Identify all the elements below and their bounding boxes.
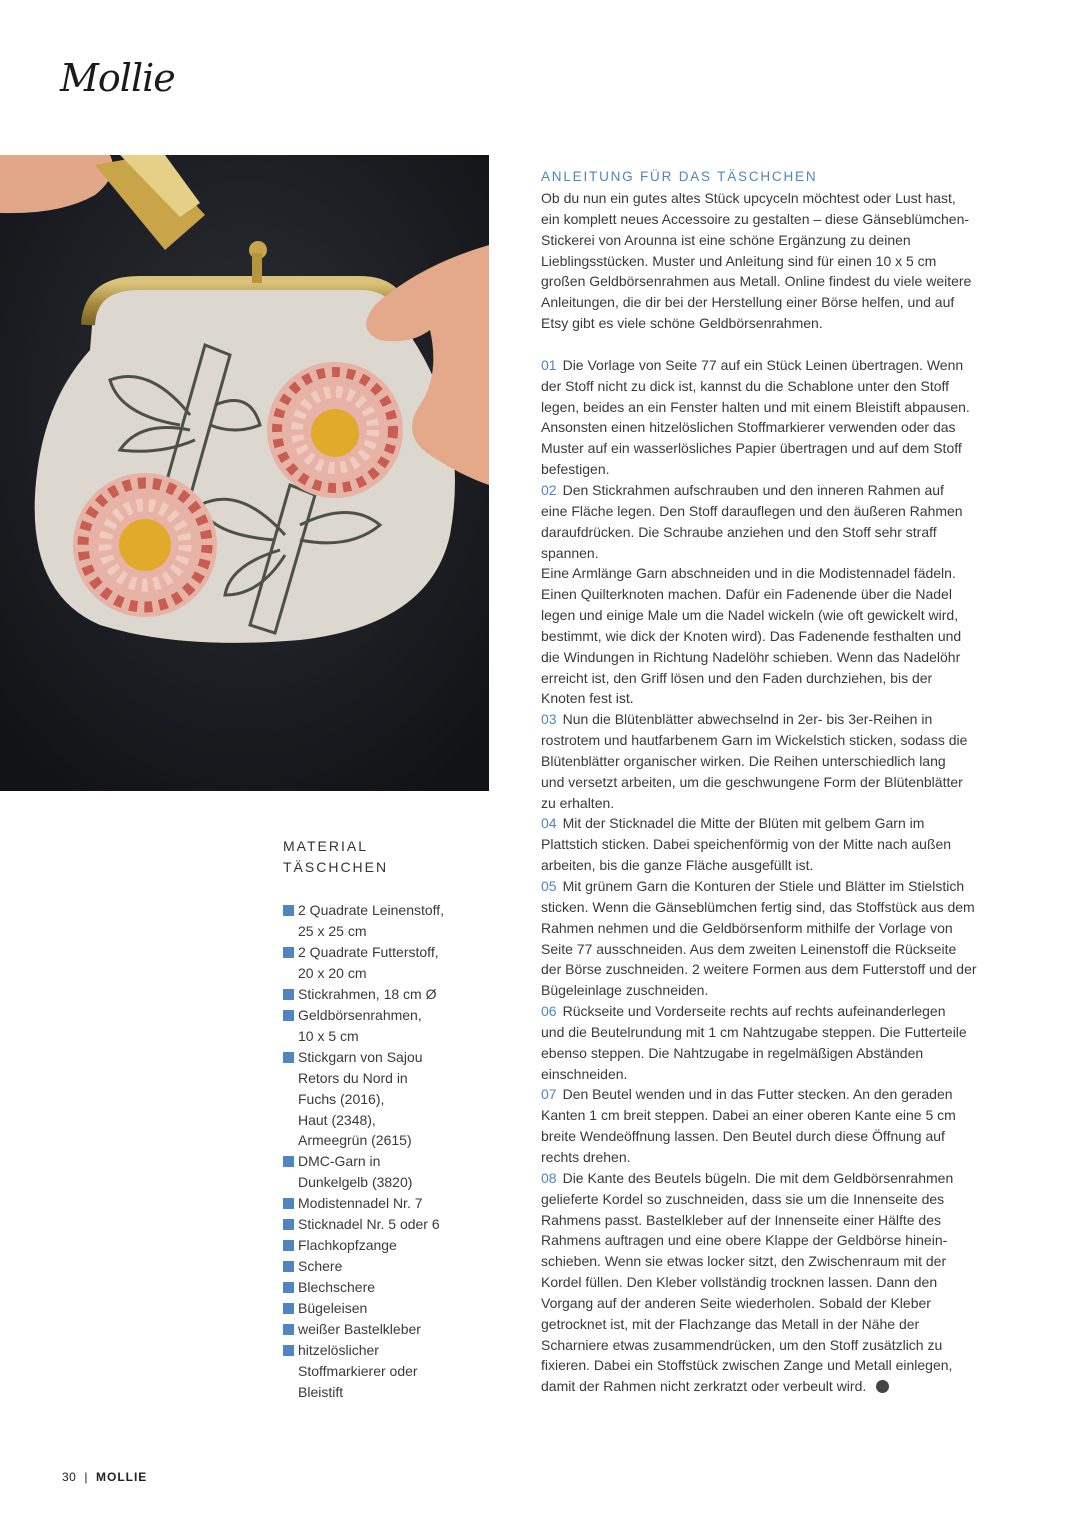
step-number: 02 [541, 481, 557, 498]
step-line [541, 397, 986, 418]
step-line [541, 1251, 986, 1272]
step-text: breite Wendeöffnung lassen. Den Beutel durch diese Öffnung auf [541, 1128, 945, 1145]
step-line [541, 793, 986, 814]
step-line [541, 1376, 986, 1397]
step-line [541, 1314, 986, 1335]
material-item [283, 1277, 513, 1298]
step-text: schieben. Wenn sie etwas locker sitzt, den Zwischenraum mit der [541, 1253, 947, 1270]
step-line [541, 376, 986, 397]
step-line [541, 1335, 986, 1356]
step-first-line [541, 813, 986, 834]
step-05 [541, 876, 986, 1001]
step-line [541, 1126, 986, 1147]
step-number: 05 [541, 878, 557, 894]
material-item-line: Bleistift [298, 1383, 344, 1400]
steps [541, 355, 986, 1397]
step-text: Kanten 1 cm breit steppen. Dabei an einer oberen Kante eine 5 cm [541, 1107, 956, 1124]
material-item-line: Geldbörsenrahmen, [298, 1006, 422, 1023]
step-text: Rückseite und Vorderseite rechts auf rechts aufeinanderlegen [562, 1003, 946, 1020]
step-text: befestigen. [541, 461, 610, 478]
step-text: rechts drehen. [541, 1148, 631, 1165]
material-box [283, 836, 513, 1403]
step-line [541, 1355, 986, 1376]
material-item-line: 2 Quadrate Leinenstoff, [298, 902, 445, 918]
step-text: und versetzt arbeiten, um die geschwungene Form der Blütenblätter [541, 773, 963, 790]
step-text: Vorgang auf der anderen Seite wiederholen. Sobald der Kleber [541, 1294, 931, 1311]
material-heading-line: MATERIAL [283, 838, 368, 854]
step-01 [541, 355, 986, 480]
step-text: Bügeleinlage zuschneiden. [541, 982, 709, 999]
footer-separator: | [84, 1470, 88, 1484]
step-line [541, 584, 986, 605]
step-text: Mit der Sticknadel die Mitte der Blüten mit gelbem Garn im [562, 815, 925, 832]
step-number: 08 [541, 1169, 557, 1186]
step-line [541, 501, 986, 522]
material-heading-line: TÄSCHCHEN [283, 859, 389, 875]
end-mark-icon [876, 1380, 889, 1393]
step-line [541, 1105, 986, 1126]
step-text: Seite 77 ausschneiden. Aus dem zweiten Leinenstoff die Rückseite [541, 940, 957, 957]
step-text: spannen. [541, 544, 599, 561]
step-text: Eine Armlänge Garn abschneiden und in die Modistennadel fädeln. [541, 565, 956, 582]
brand-logo: Mollie [60, 56, 175, 100]
material-item-line: Dunkelgelb (3820) [298, 1174, 413, 1191]
step-number: 06 [541, 1003, 557, 1020]
step-first-line [541, 709, 986, 730]
step-text: Rahmens auftragen und eine obere Klappe der Geldbörse hinein- [541, 1232, 948, 1249]
page-footer [62, 1470, 147, 1484]
intro-line: Etsy gibt es viele schöne Geldbörsenrahmen. [541, 315, 823, 332]
material-item [283, 1193, 513, 1214]
step-text: ebenso steppen. Die Nahtzugabe in regelmäßigen Abständen [541, 1044, 924, 1061]
step-text: Den Stickrahmen aufschrauben und den inneren Rahmen auf [562, 481, 944, 498]
intro-paragraph [541, 188, 986, 334]
material-item-line: Armeegrün (2615) [298, 1132, 412, 1149]
step-06 [541, 1001, 986, 1084]
step-text: der Stoff nicht zu dick ist, kannst du die Schablone unter den Stoff [541, 377, 950, 394]
step-07 [541, 1084, 986, 1167]
step-line [541, 543, 986, 564]
step-line [541, 959, 986, 980]
step-line [541, 605, 986, 626]
material-item-line: Stickrahmen, 18 cm Ø [298, 985, 437, 1002]
step-line [541, 626, 986, 647]
step-04 [541, 813, 986, 876]
material-item [283, 1340, 513, 1403]
intro-line: großen Geldbörsenrahmen aus Metall. Online findest du viele weitere [541, 273, 972, 290]
material-item-line: Stickgarn von Sajou [298, 1048, 423, 1065]
step-line [541, 1189, 986, 1210]
material-item [283, 900, 513, 942]
step-line [541, 772, 986, 793]
step-line [541, 563, 986, 584]
material-item-line: Bügeleisen [298, 1300, 368, 1317]
step-text: Den Beutel wenden und in das Futter stecken. An den geraden [562, 1086, 953, 1103]
material-item [283, 1319, 513, 1340]
step-text: Die Vorlage von Seite 77 auf ein Stück Leinen übertragen. Wenn [562, 356, 964, 373]
step-text: Blütenblätter organischer wirken. Die Reihen unterschiedlich lang [541, 752, 946, 769]
step-line [541, 834, 986, 855]
step-text: Einen Quilterknoten machen. Dafür ein Fadenende über die Nadel [541, 586, 952, 603]
step-line [541, 1147, 986, 1168]
step-text: daraufdrücken. Die Schraube anziehen und den Stoff sehr straff [541, 523, 937, 540]
step-number: 04 [541, 815, 557, 832]
material-heading [283, 836, 513, 878]
step-text: bestimmt, wie dick der Knoten wird). Das Fadenende festhalten und [541, 627, 962, 644]
material-item [283, 984, 513, 1005]
step-text: Muster auf ein wasserlösliches Papier übertragen und auf dem Stoff [541, 440, 962, 457]
photo-embroidered-purse [0, 155, 489, 791]
step-text: einschneiden. [541, 1065, 628, 1082]
material-item-line: 20 x 20 cm [298, 964, 367, 981]
step-number: 03 [541, 711, 557, 728]
material-item [283, 1214, 513, 1235]
material-item-line: 2 Quadrate Futterstoff, [298, 943, 439, 960]
step-08 [541, 1168, 986, 1397]
step-text: Nun die Blütenblätter abwechselnd in 2er- bis 3er-Reihen in [562, 711, 933, 728]
step-text: der Börse zuschneiden. 2 weitere Formen aus dem Futterstoff und der [541, 961, 977, 978]
step-text: fixieren. Dabei ein Stoffstück zwischen Zange und Metall einlegen, [541, 1357, 953, 1374]
material-item-line: Modistennadel Nr. 7 [298, 1195, 423, 1212]
step-first-line [541, 876, 986, 897]
step-line [541, 522, 986, 543]
step-text: Rahmen nehmen und die Geldbörsenform mithilfe der Vorlage von [541, 919, 953, 936]
step-first-line [541, 480, 986, 501]
step-line [541, 438, 986, 459]
step-text: Die Kante des Beutels bügeln. Die mit dem Geldbörsenrahmen [562, 1169, 954, 1186]
step-first-line [541, 1084, 986, 1105]
step-line [541, 1272, 986, 1293]
material-item [283, 1151, 513, 1193]
page-number: 30 [62, 1470, 77, 1484]
step-text: rostrotem und hautfarbenem Garn im Wickelstich sticken, sodass die [541, 732, 968, 749]
step-text: legen, beides an ein Fenster halten und mit einem Bleistift abpausen. [541, 398, 970, 415]
step-text: legen und einige Male um die Nadel wickeln (wie oft gewickelt wird, [541, 607, 959, 624]
instructions-title: ANLEITUNG FÜR DAS TÄSCHCHEN [541, 169, 818, 184]
step-line [541, 688, 986, 709]
step-text: arbeiten, bis die ganze Fläche ausgefüllt ist. [541, 857, 814, 874]
step-text: Mit grünem Garn die Konturen der Stiele und Blätter im Stielstich [562, 878, 965, 894]
step-text: getrocknet ist, mit der Flachzange das Metall in der Nähe der [541, 1315, 920, 1332]
intro-line: ein komplett neues Accessoire zu gestalten – diese Gänseblümchen- [541, 210, 970, 227]
material-item [283, 1005, 513, 1047]
step-text: sticken. Wenn die Gänseblümchen fertig sind, das Stoffstück aus dem [541, 898, 975, 915]
step-text: zu erhalten. [541, 794, 615, 811]
step-03 [541, 709, 986, 813]
step-line [541, 417, 986, 438]
step-line [541, 1230, 986, 1251]
step-text: die Windungen in Richtung Nadelöhr schieben. Wenn das Nadelöhr [541, 648, 961, 665]
step-line [541, 647, 986, 668]
step-line [541, 897, 986, 918]
intro-line: Stickerei von Arounna ist eine schöne Ergänzung zu deinen [541, 231, 911, 248]
intro-line: Lieblingsstücken. Muster und Anleitung sind für einen 10 x 5 cm [541, 252, 937, 269]
step-number: 01 [541, 356, 557, 373]
step-text: Scharniere etwas zusammendrücken, um den Stoff zusätzlich zu [541, 1336, 943, 1353]
step-text: Kordel füllen. Den Kleber vollständig trocknen lassen. Dann den [541, 1274, 938, 1291]
step-line [541, 730, 986, 751]
material-item-line: Retors du Nord in [298, 1069, 408, 1086]
material-item-line: Blechschere [298, 1279, 376, 1296]
step-text: damit der Rahmen nicht zerkratzt oder verbeult wird. [541, 1378, 867, 1395]
material-item-line: Stoffmarkierer oder [298, 1362, 418, 1379]
step-text: und die Beutelrundung mit 1 cm Nahtzugabe steppen. Die Futterteile [541, 1023, 967, 1040]
intro-line: Ob du nun ein gutes altes Stück upcyceln möchtest oder Lust hast, [541, 190, 956, 206]
step-line [541, 751, 986, 772]
step-line [541, 918, 986, 939]
material-item-line: Haut (2348), [298, 1111, 376, 1128]
material-item-line: Flachkopfzange [298, 1237, 397, 1254]
step-text: Rahmens passt. Bastelkleber auf der Innenseite einer Hälfte des [541, 1211, 942, 1228]
material-item-line: weißer Bastelkleber [298, 1321, 421, 1338]
material-item [283, 942, 513, 984]
material-item [283, 1256, 513, 1277]
material-item [283, 1047, 513, 1152]
step-02 [541, 480, 986, 709]
material-item [283, 1235, 513, 1256]
material-item-line: 10 x 5 cm [298, 1027, 359, 1044]
material-item-line: 25 x 25 cm [298, 922, 367, 939]
step-text: gelieferte Kordel so zuschneiden, dass sie um die Innenseite des [541, 1190, 945, 1207]
step-line [541, 939, 986, 960]
material-item-line: Fuchs (2016), [298, 1090, 385, 1107]
step-first-line [541, 1168, 986, 1189]
step-line [541, 1293, 986, 1314]
step-text: eine Fläche legen. Den Stoff darauflegen und den äußeren Rahmen [541, 502, 963, 519]
step-line [541, 1210, 986, 1231]
step-text: Knoten fest ist. [541, 690, 634, 707]
material-item-line: Schere [298, 1258, 343, 1275]
step-first-line [541, 1001, 986, 1022]
step-line [541, 980, 986, 1001]
instructions [541, 167, 986, 1397]
step-line [541, 459, 986, 480]
step-line [541, 855, 986, 876]
material-item-line: DMC-Garn in [298, 1153, 381, 1170]
step-first-line [541, 355, 986, 376]
step-text: Plattstich sticken. Dabei speichenförmig von der Mitte nach außen [541, 836, 952, 853]
step-text: Ansonsten einen hitzelöslichen Stoffmarkierer verwenden oder das [541, 419, 956, 436]
material-item-line: hitzelöslicher [298, 1342, 379, 1359]
step-line [541, 1064, 986, 1085]
material-item-line: Sticknadel Nr. 5 oder 6 [298, 1216, 440, 1233]
step-line [541, 1043, 986, 1064]
step-line [541, 1022, 986, 1043]
intro-line: Anleitungen, die dir bei der Herstellung einer Börse helfen, und auf [541, 294, 955, 311]
step-line [541, 668, 986, 689]
step-number: 07 [541, 1086, 557, 1103]
material-list [283, 900, 513, 1403]
magazine-name: MOLLIE [95, 1470, 148, 1484]
material-item [283, 1298, 513, 1319]
step-text: erreicht ist, den Griff lösen und den Faden durchziehen, bis der [541, 669, 933, 686]
